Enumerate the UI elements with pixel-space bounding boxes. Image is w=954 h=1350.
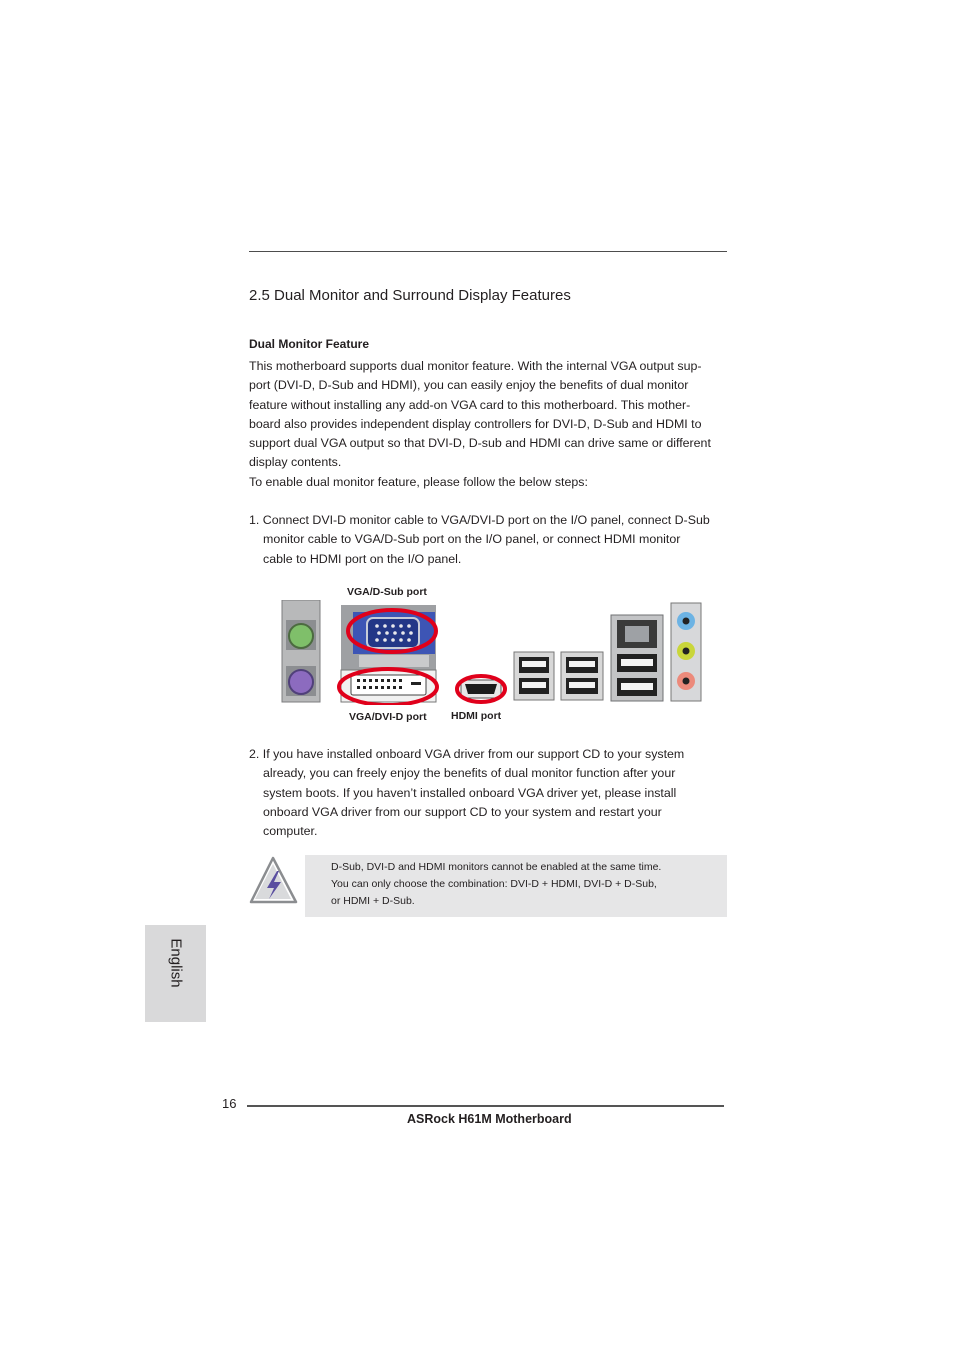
step-line: computer.	[263, 824, 318, 839]
footer-product-name: ASRock H61M Motherboard	[407, 1112, 572, 1126]
label-hdmi-port: HDMI port	[451, 710, 502, 722]
step-line: cable to HDMI port on the I/O panel.	[263, 551, 462, 566]
label-vga-dvid-port: VGA/DVI-D port	[349, 711, 427, 723]
header-rule	[249, 251, 727, 252]
audio-jacks	[671, 603, 701, 701]
intro-line: display contents.	[249, 455, 342, 470]
intro-paragraph	[249, 357, 729, 492]
io-panel-image	[281, 600, 703, 705]
note-line: or HDMI + D-Sub.	[331, 895, 415, 907]
intro-line: To enable dual monitor feature, please follow the below steps:	[249, 474, 588, 489]
subheading: Dual Monitor Feature	[249, 337, 370, 351]
page-number: 16	[222, 1096, 237, 1111]
ps2-ports	[282, 600, 320, 702]
note-line: You can only choose the combination: DVI-D + HDMI, DVI-D + D-Sub,	[331, 878, 657, 890]
step-2	[249, 745, 684, 841]
step-line: onboard VGA driver from our support CD to your system and restart your	[263, 804, 662, 819]
intro-line: support dual VGA output so that DVI-D, D-sub and HDMI can drive same or different	[249, 436, 711, 451]
intro-line: board also provides independent display controllers for DVI-D, D-Sub and HDMI to	[249, 416, 702, 431]
step-line: monitor cable to VGA/D-Sub port on the I/O panel, or connect HDMI monitor	[263, 532, 681, 547]
label-vga-dsub-port: VGA/D-Sub port	[347, 586, 427, 598]
intro-line: port (DVI-D, D-Sub and HDMI), you can easily enjoy the benefits of dual monitor	[249, 378, 689, 393]
intro-line: This motherboard supports dual monitor feature. With the internal VGA output sup-	[249, 359, 702, 373]
step-line: 2. If you have installed onboard VGA driver from our support CD to your system	[249, 747, 685, 761]
hdmi-port	[461, 680, 501, 698]
intro-line: feature without installing any add-on VGA card to this motherboard. This mother-	[249, 397, 691, 412]
section-title: 2.5 Dual Monitor and Surround Display Features	[249, 287, 571, 304]
footer-rule	[247, 1105, 724, 1107]
note-line: D-Sub, DVI-D and HDMI monitors cannot be enabled at the same time.	[331, 861, 662, 873]
caution-note-text	[331, 859, 661, 910]
lan-usb-ports	[611, 615, 663, 701]
language-tab-label: English	[167, 938, 185, 988]
step-line: already, you can freely enjoy the benefits of dual monitor function after your	[263, 766, 676, 781]
step-line: 1. Connect DVI-D monitor cable to VGA/DVI-D port on the I/O panel, connect D-Sub	[249, 513, 710, 527]
step-1	[249, 511, 710, 569]
warning-icon	[249, 855, 299, 905]
step-line: system boots. If you haven’t installed onboard VGA driver yet, please install	[263, 785, 677, 800]
